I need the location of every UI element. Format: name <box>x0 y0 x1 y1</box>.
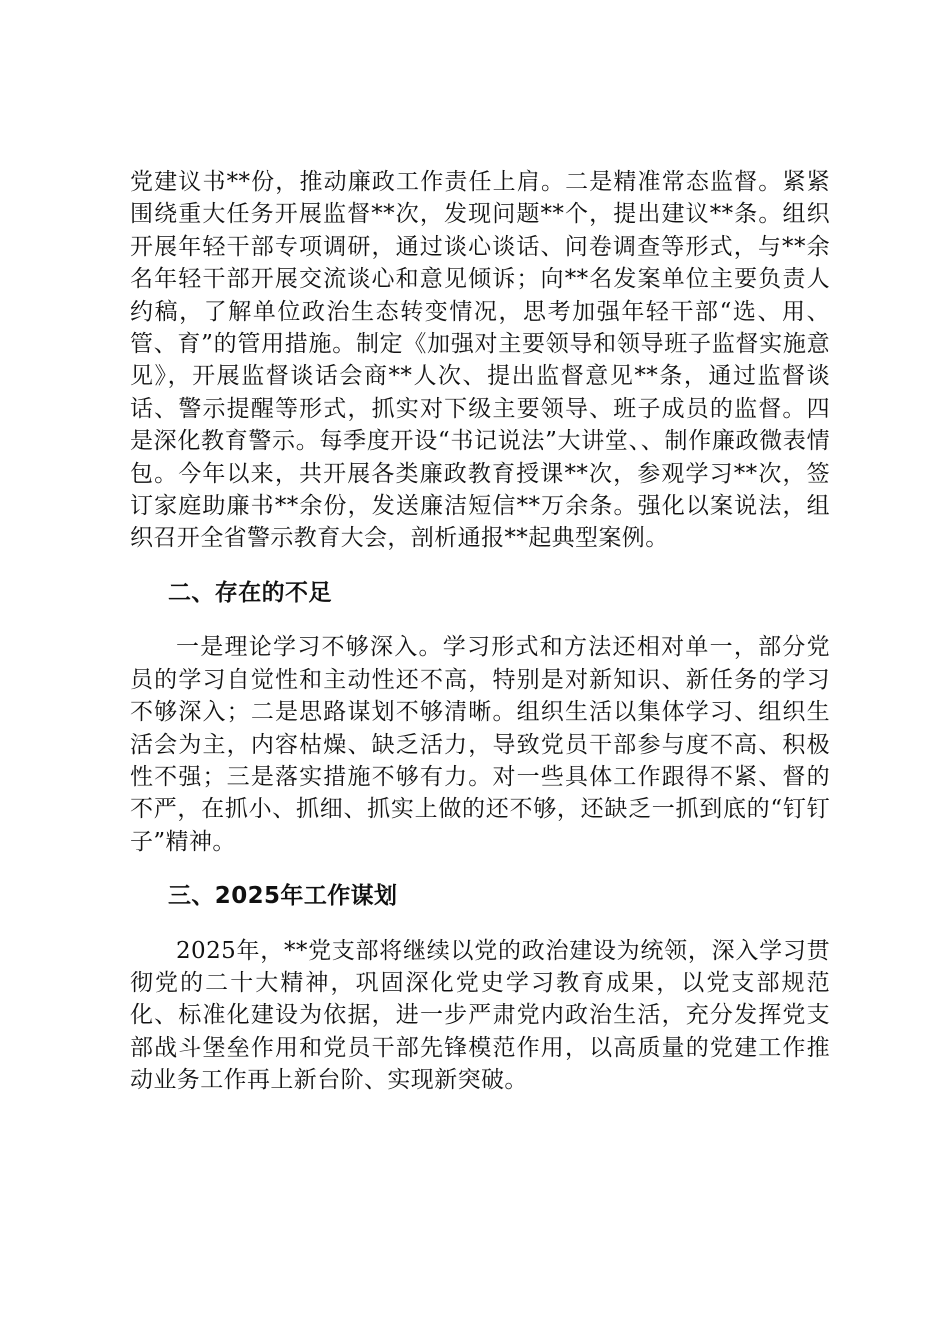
section-heading-2025-plan: 三、2025年工作谋划 <box>168 883 398 910</box>
paragraph-shortcomings: 一是理论学习不够深入。学习形式和方法还相对单一，部分党员的学习自觉性和主动性还不高，特别是对新知识、新任务的学习不够深入；二是思路谋划不够清晰。组织生活以集体学习、组织生活会为主，内容枯燥、缺乏活力，导致党员干部参与度不高、积极性不强；三是落实措施不够有力。对一些具体工作跟得不紧、督的不严，在抓小、抓细、抓实上做的还不够，还缺乏一抓到底的“钉钉子”精神。 <box>130 634 830 855</box>
paragraph-2025-plan: 2025年，**党支部将继续以党的政治建设为统领，深入学习贯彻党的二十大精神，巩固深化党史学习教育成果，以党支部规范化、标准化建设为依据，进一步严肃党内政治生活，充分发挥党支部战斗堡垒作用和党员干部先锋模范作用，以高质量的党建工作推动业务工作再上新台阶、实现新突破。 <box>130 937 830 1094</box>
spacer <box>130 858 830 880</box>
document-body <box>130 166 830 1097</box>
spacer <box>130 609 830 631</box>
spacer <box>130 555 830 577</box>
section-heading-shortcomings: 二、存在的不足 <box>168 579 332 606</box>
spacer <box>130 913 830 935</box>
paragraph-continued-work-summary: 党建议书**份，推动廉政工作责任上肩。二是精准常态监督。紧紧围绕重大任务开展监督**次，发现问题**个，提出建议**条。组织开展年轻干部专项调研，通过谈心谈话、问卷调查等形式，与**余名年轻干部开展交流谈心和意见倾诉；向**名发案单位主要负责人约稿，了解单位政治生态转变情况，思考加强年轻干部“选、用、管、育”的管用措施。制定《加强对主要领导和领导班子监督实施意见》，开展监督谈话会商**人次、提出监督意见**条，通过监督谈话、警示提醒等形式，抓实对下级主要领导、班子成员的监督。四是深化教育警示。每季度开设“书记说法”大讲堂、、制作廉政微表情包。今年以来，共开展各类廉政教育授课**次，参观学习**次，签订家庭助廉书**余份，发送廉洁短信**万余条。强化以案说法，组织召开全省警示教育大会，剖析通报**起典型案例。 <box>130 169 830 552</box>
